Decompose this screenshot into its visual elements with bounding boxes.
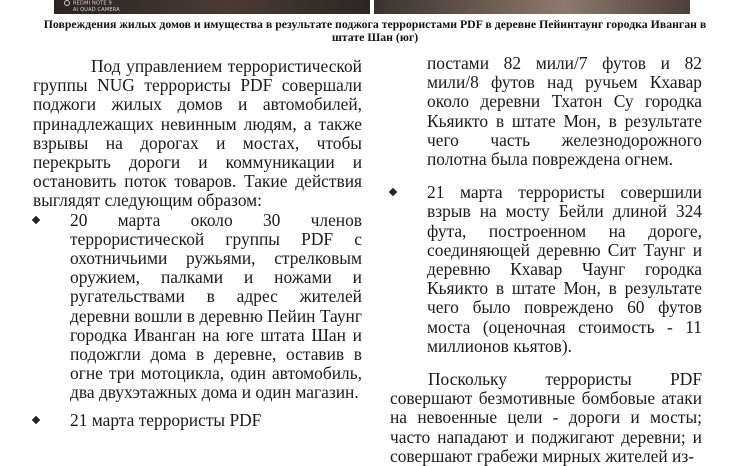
list-item: [390, 183, 702, 356]
photo-strip: [54, 0, 690, 14]
camera-logo-icon: [64, 0, 70, 6]
incident-text: 21 марта террористы совершили взрыв на мосту Бейли длиной 324 фута, построенном на дороге, соединяющей деревню Сит Таунг и деревню Кхавар Чаунг городка Кьяикто в штате Мон, в результате чего было повреждено 60 футов моста (оценочная стоимость - 11 миллионов кьятов).: [427, 182, 702, 356]
list-item: [33, 211, 362, 403]
burned-house-photo-right: [374, 0, 690, 14]
closing-paragraph: Поскольку террористы PDF совершают безмотивные бомбовые атаки на невоенные цели - дороги и мосты; часто нападают и поджигают деревни; и совершают грабежи мирных жителей из-: [390, 369, 702, 466]
diamond-bullet-icon: [32, 215, 40, 223]
incident-text: 21 марта террористы PDF: [70, 409, 262, 430]
intro-paragraph: Под управлением террористической группы NUG террористы PDF совершали поджоги жилых домов и автомобилей, принадлежащих невинным людям, а также взрывы на дорогах и мостах, чтобы перекрыть дороги и коммуникации и остановить поток товаров. Такие действия выглядят следующим образом:: [33, 56, 362, 211]
burned-house-photo-left: [54, 0, 370, 14]
watermark-line-2: AI QUAD CAMERA: [73, 6, 120, 13]
right-column: [390, 54, 702, 466]
list-item: [33, 411, 362, 430]
diamond-bullet-icon: [389, 188, 397, 196]
incident-list: [33, 211, 362, 430]
incident-text: 20 марта около 30 членов террористической группы PDF с охотничьими ружьями, стрелковым оружием, палками и ножами и ругательствами в адрес жителей деревни вошли в деревню Пейин Таунг городка Иванган на юге штата Шан и подожгли дома в деревне, оставив в огне три мотоцикла, один автомобиль, два двухэтажных дома и один магазин.: [70, 209, 362, 403]
watermark-line-1: REDMI NOTE 9: [73, 0, 112, 7]
camera-watermark: [64, 0, 120, 13]
incident-continuation: постами 82 мили/7 футов и 82 мили/8 футов над ручьем Кхавар около деревни Тхатон Су городка Кьяикто в штате Мон, в результате чего часть железнодорожного полотна была повреждена огнем.: [427, 53, 702, 170]
incident-list-continued: [390, 183, 702, 356]
diamond-bullet-icon: [32, 415, 40, 423]
left-column: [33, 57, 362, 430]
photo-caption: Повреждения жилых домов и имущества в результате поджога террористами PDF в деревне Пейинтаунг городка Иванган в штате Шан (юг): [43, 17, 707, 44]
